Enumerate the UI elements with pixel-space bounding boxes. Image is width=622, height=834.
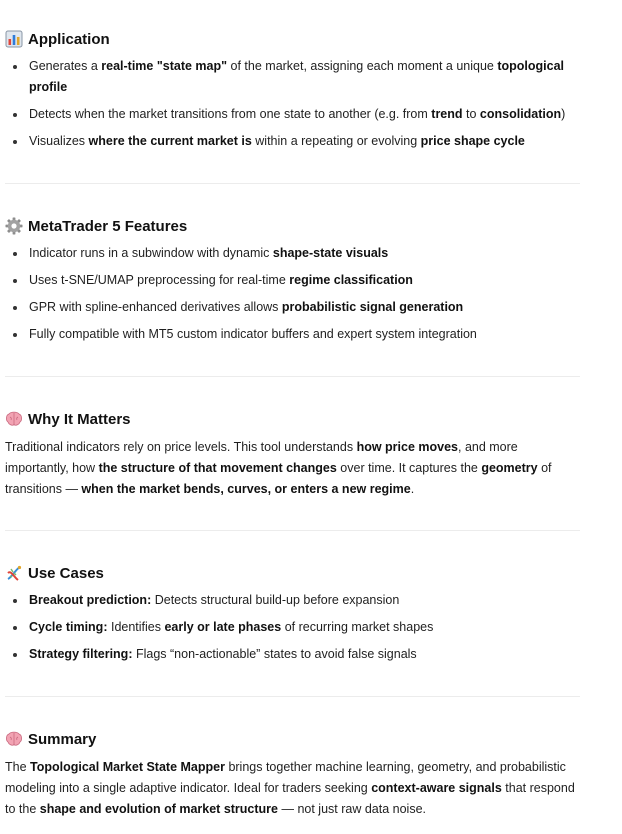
paragraph: The Topological Market State Mapper brings together machine learning, geometry, and probabilistic modeling into a single adaptive indicator. Ideal for traders seeking context-aware signals that respond to the shape and evolution of market structure — not just raw data noise. [5, 760, 575, 816]
section-title: MetaTrader 5 Features [28, 217, 188, 235]
divider [5, 696, 580, 697]
list-item: Detects when the market transitions from one state to another (e.g. from trend to consolidation) [5, 104, 580, 125]
application-list [5, 56, 580, 152]
section-heading [5, 216, 580, 236]
section-title: Summary [28, 730, 97, 748]
divider [5, 183, 580, 184]
list-item: Generates a real-time "state map" of the market, assigning each moment a unique topological profile [5, 56, 580, 98]
list-item: GPR with spline-enhanced derivatives allows probabilistic signal generation [5, 297, 580, 318]
list-item: Uses t-SNE/UMAP preprocessing for real-time regime classification [5, 270, 580, 291]
section-heading [5, 29, 580, 49]
divider [5, 530, 580, 531]
brain-icon [5, 410, 23, 428]
list-item: Strategy filtering: Flags “non-actionable” states to avoid false signals [5, 644, 580, 665]
section-heading [5, 409, 580, 429]
use-cases-list [5, 590, 580, 665]
section-title: Why It Matters [28, 410, 131, 428]
section-summary [5, 729, 580, 820]
list-item: Breakout prediction: Detects structural build-up before expansion [5, 590, 580, 611]
section-title: Application [28, 30, 110, 48]
list-item: Visualizes where the current market is within a repeating or evolving price shape cycle [5, 131, 580, 152]
section-use-cases [5, 563, 580, 665]
paragraph: Traditional indicators rely on price levels. This tool understands how price moves, and more importantly, how the structure of that movement changes over time. It captures the geometry of transitions — when the market bends, curves, or enters a new regime. [5, 440, 552, 496]
list-item: Indicator runs in a subwindow with dynamic shape-state visuals [5, 243, 580, 264]
brain-icon [5, 730, 23, 748]
gear-icon [5, 217, 23, 235]
bar-chart-icon [5, 30, 23, 48]
divider [5, 376, 580, 377]
section-heading [5, 563, 580, 583]
dna-icon [5, 564, 23, 582]
list-item: Cycle timing: Identifies early or late phases of recurring market shapes [5, 617, 580, 638]
section-heading [5, 729, 580, 749]
section-metatrader [5, 216, 580, 345]
section-application [5, 29, 580, 152]
list-item: Fully compatible with MT5 custom indicator buffers and expert system integration [5, 324, 580, 345]
metatrader-list [5, 243, 580, 345]
section-title: Use Cases [28, 564, 104, 582]
section-why-it-matters [5, 409, 580, 500]
